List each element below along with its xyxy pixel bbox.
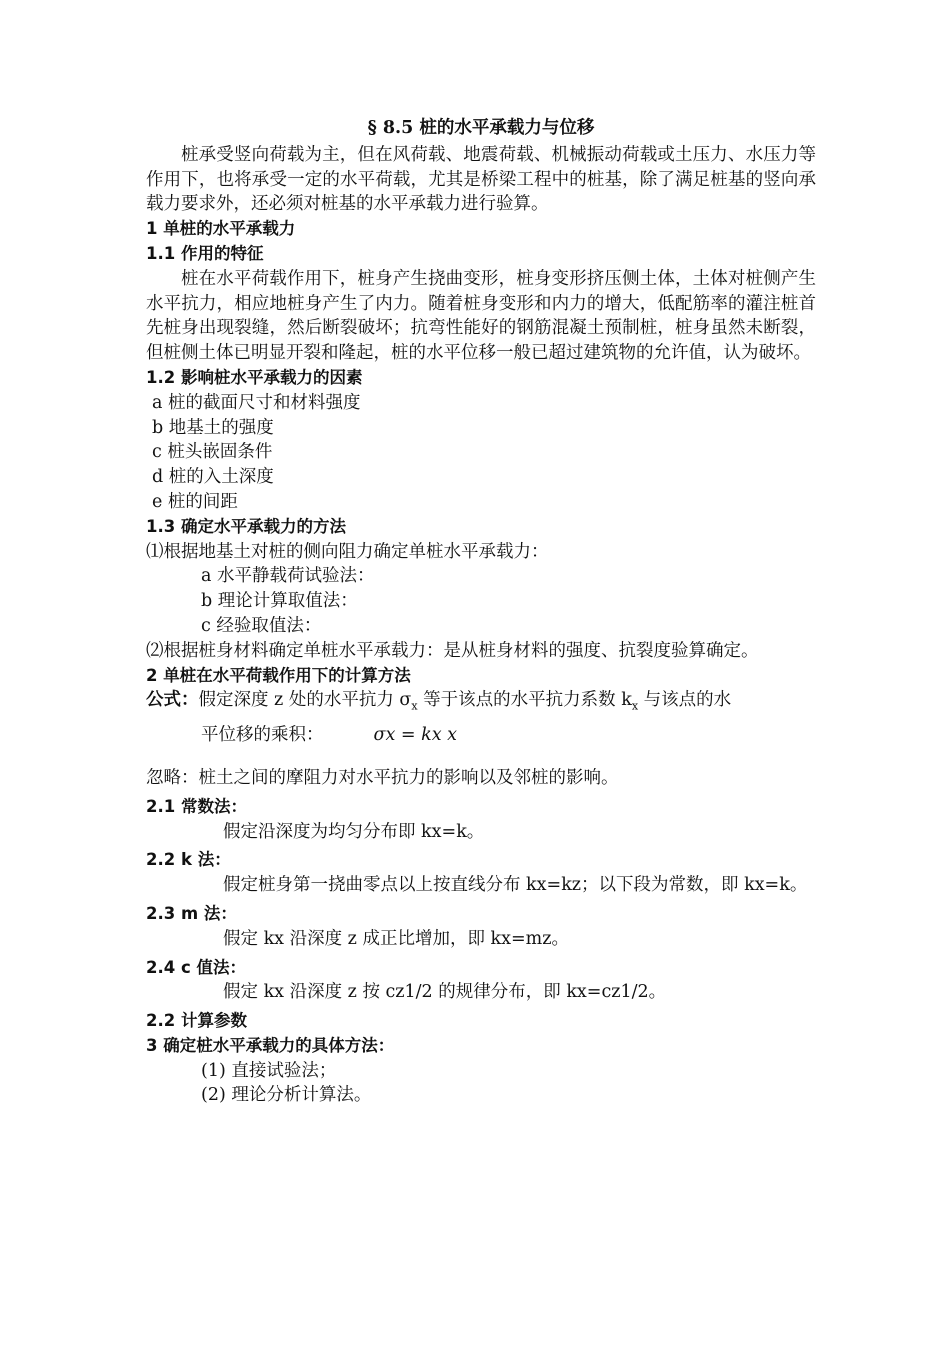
formula-sub: x <box>411 699 418 713</box>
section-title: § 8.5 桩的水平承载力与位移 <box>367 118 595 138</box>
heading-2-2-params: 2.2 计算参数 <box>146 1011 247 1031</box>
heading-2-2: 2.2 k 法： <box>146 850 231 870</box>
heading-3: 3 确定桩水平承载力的具体方法： <box>146 1035 395 1055</box>
method-list-item: (1) 直接试验法； <box>201 1060 337 1081</box>
factor-item: b 地基土的强度 <box>152 417 274 438</box>
formula-intro <box>146 688 816 713</box>
paragraph-2-4: 假定 kx 沿深度 z 按 cz1/2 的规律分布，即 kx=cz1/2。 <box>223 982 667 1003</box>
factor-item: e 桩的间距 <box>152 491 238 512</box>
intro-paragraph: 桩承受竖向荷载为主，但在风荷载、地震荷载、机械振动荷载或土压力、水压力等作用下，也将承受一定的水平荷载，尤其是桥梁工程中的桩基，除了满足桩基的竖向承载力要求外，还必须对桩基的水平承载力进行验算。 <box>146 144 816 215</box>
formula-text-3: 与该点的水 <box>638 690 732 711</box>
method-1-item: a 水平静载荷试验法： <box>201 566 375 587</box>
heading-1-2: 1.2 影响桩水平承载力的因素 <box>146 367 363 387</box>
formula-continuation: 平位移的乘积： <box>201 725 324 746</box>
heading-2-4: 2.4 c 值法： <box>146 957 246 977</box>
formula-row <box>146 723 816 748</box>
method-1: ⑴根据地基土对桩的侧向阻力确定单桩水平承载力： <box>146 541 549 562</box>
paragraph-2-1: 假定沿深度为均匀分布即 kx=k。 <box>223 821 485 842</box>
factor-item: a 桩的截面尺寸和材料强度 <box>152 392 361 413</box>
formula-label: 公式： <box>146 690 199 711</box>
heading-2: 2 单桩在水平荷载作用下的计算方法 <box>146 665 411 685</box>
method-2: ⑵根据桩身材料确定单桩水平承载力：是从桩身材料的强度、抗裂度验算确定。 <box>146 640 759 661</box>
heading-1-1: 1.1 作用的特征 <box>146 243 264 263</box>
factor-item: c 桩头嵌固条件 <box>152 442 273 463</box>
heading-1: 1 单桩的水平承载力 <box>146 219 296 239</box>
paragraph-2-2: 假定桩身第一挠曲零点以上按直线分布 kx=kz；以下段为常数，即 kx=k。 <box>223 875 808 896</box>
formula: σx = kx x <box>373 725 458 746</box>
heading-1-3: 1.3 确定水平承载力的方法 <box>146 516 346 536</box>
heading-2-3: 2.3 m 法： <box>146 903 237 923</box>
document-page <box>146 112 816 1108</box>
method-1-item: b 理论计算取值法： <box>201 591 358 612</box>
formula-text-2: 等于该点的水平抗力系数 k <box>417 690 632 711</box>
heading-2-1: 2.1 常数法： <box>146 796 247 816</box>
paragraph-2-3: 假定 kx 沿深度 z 成正比增加，即 kx=mz。 <box>223 928 569 949</box>
factor-item: d 桩的入土深度 <box>152 467 274 488</box>
neglect-note: 忽略：桩土之间的摩阻力对水平抗力的影响以及邻桩的影响。 <box>146 767 619 788</box>
formula-sub: x <box>631 699 639 713</box>
method-list-item: (2) 理论分析计算法。 <box>201 1085 372 1106</box>
paragraph-1-1: 桩在水平荷载作用下，桩身产生挠曲变形，桩身变形挤压侧土体，土体对桩侧产生水平抗力，相应地桩身产生了内力。随着桩身变形和内力的增大，低配筋率的灌注桩首先桩身出现裂缝，然后断裂破坏；抗弯性能好的钢筋混凝土预制桩，桩身虽然未断裂，但桩侧土体已明显开裂和隆起，桩的水平位移一般已超过建筑物的允许值，认为破坏。 <box>146 268 816 364</box>
method-1-item: c 经验取值法： <box>201 615 322 636</box>
formula-text-1: 假定深度 z 处的水平抗力 σ <box>198 690 412 711</box>
